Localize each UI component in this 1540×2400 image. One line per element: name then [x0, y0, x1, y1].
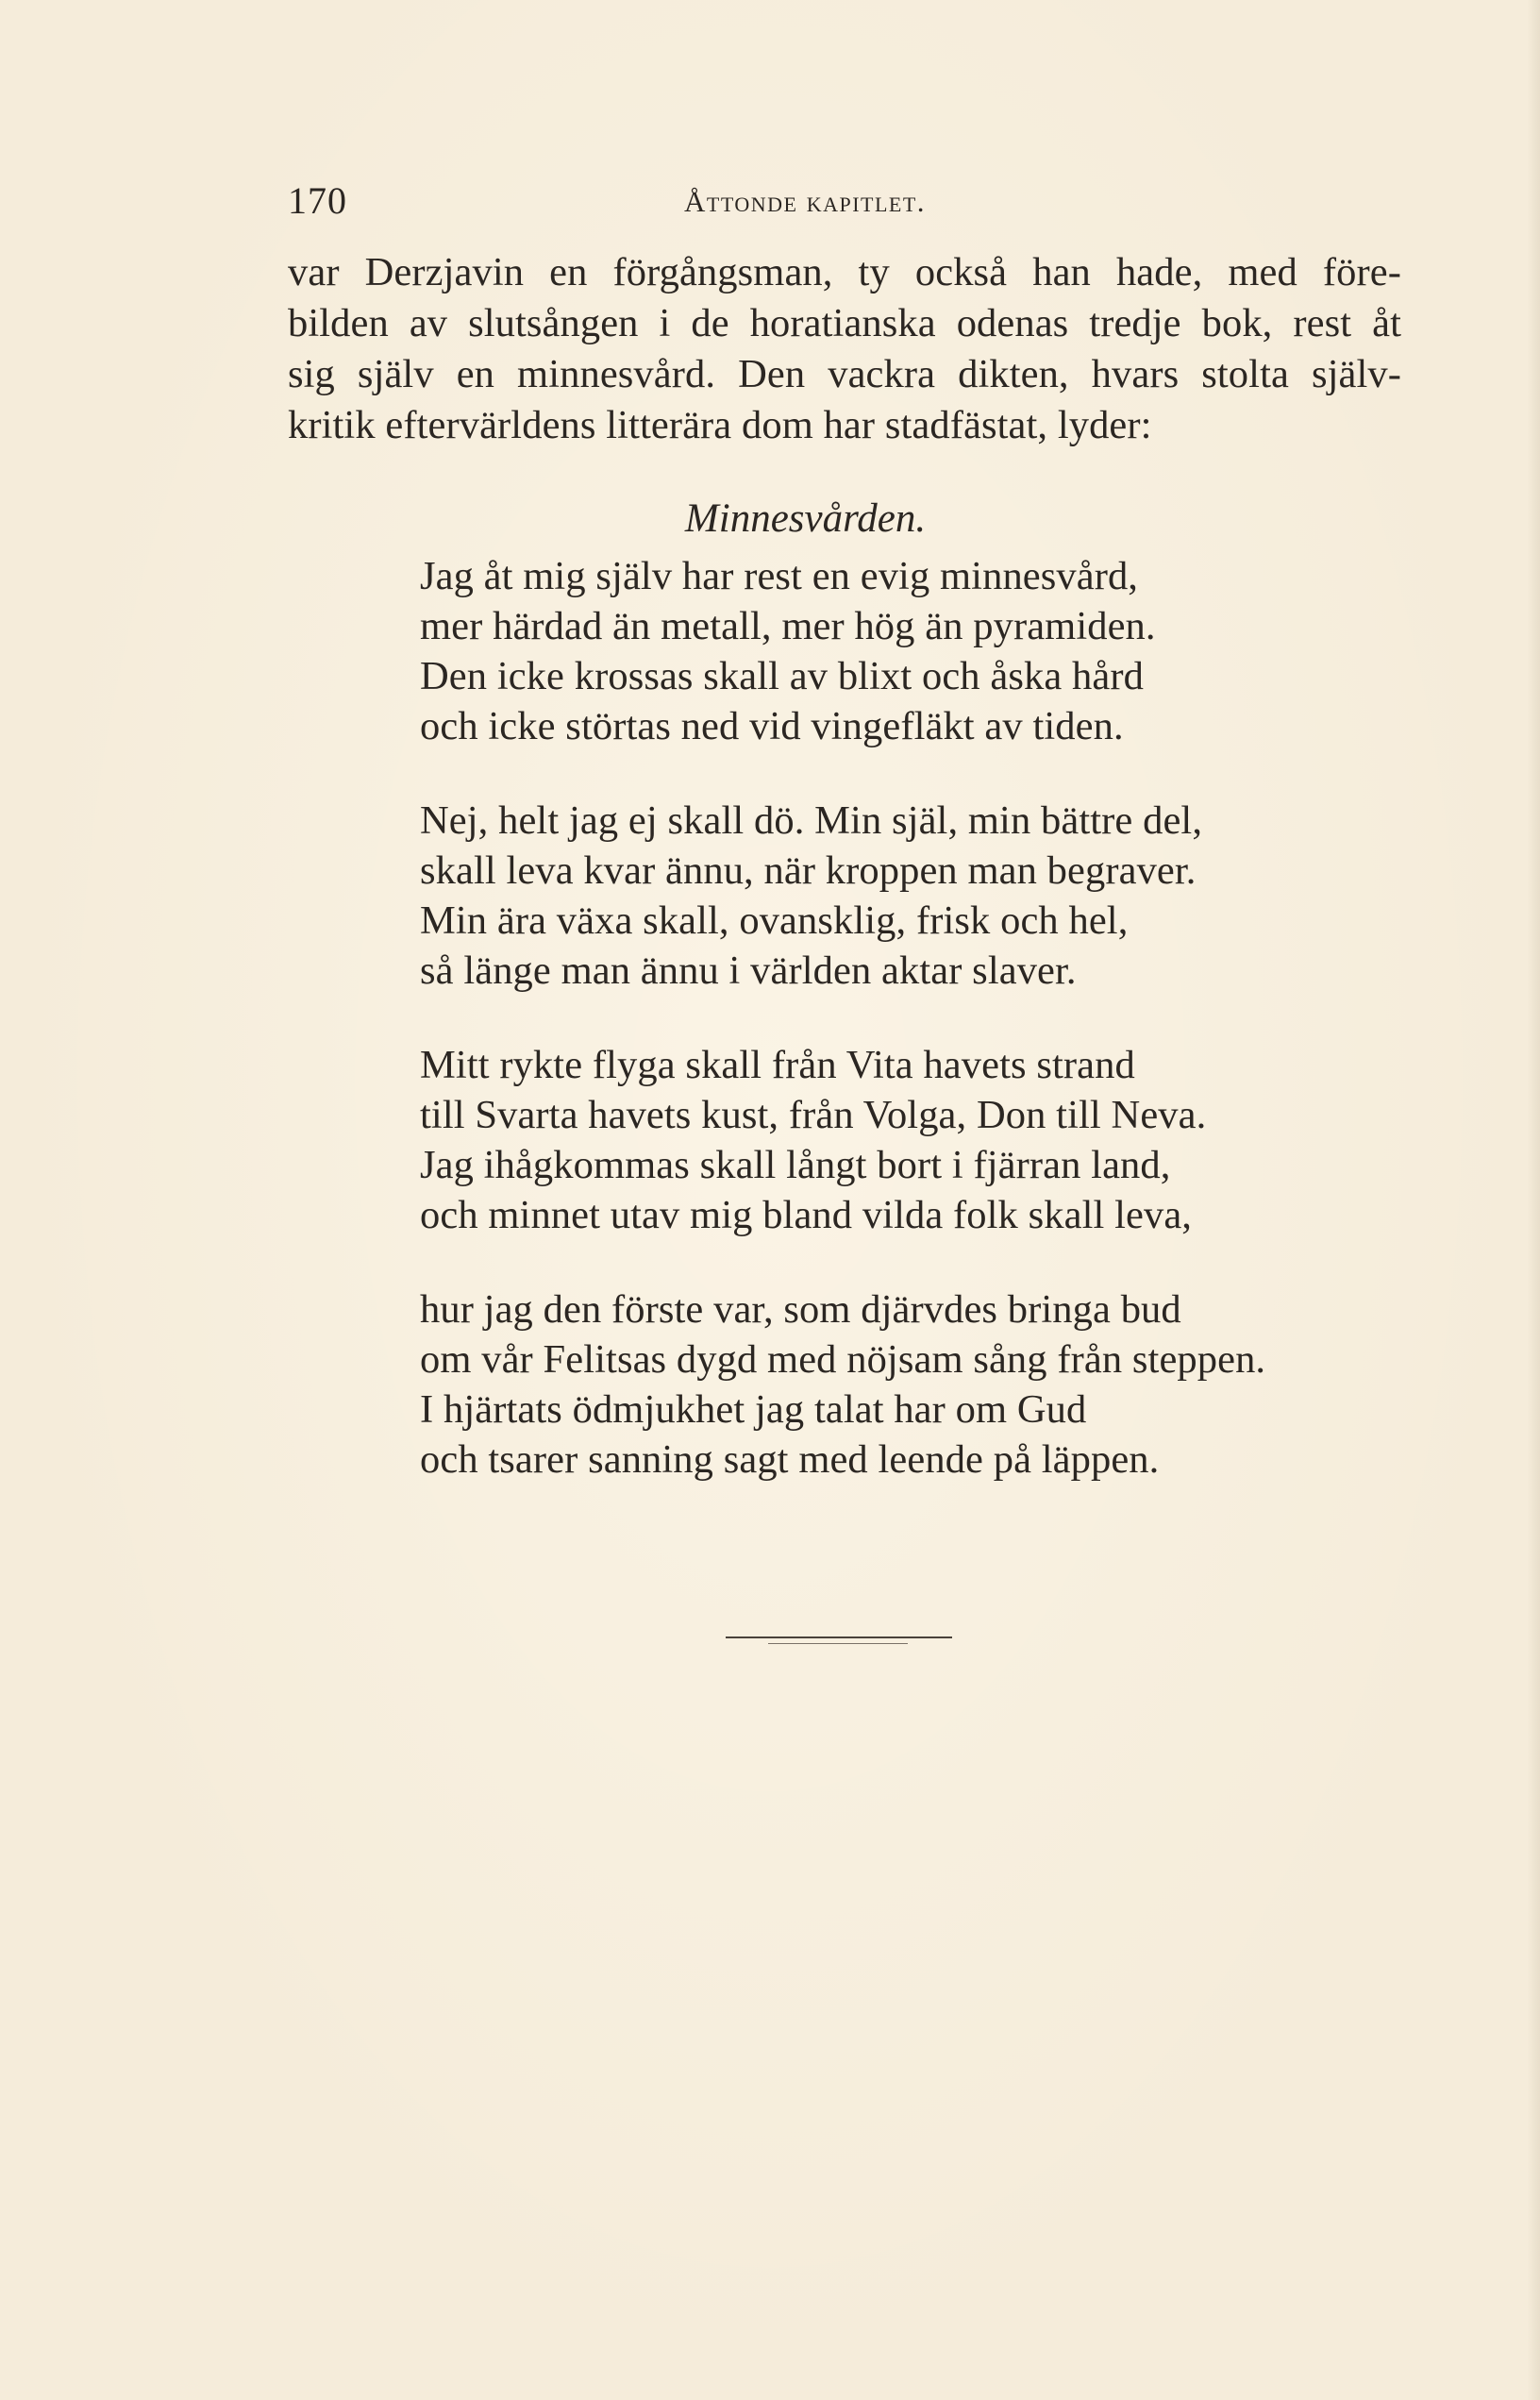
verse-line: skall leva kvar ännu, när kroppen man begraver. — [420, 848, 1197, 893]
prose-line: bilden av slutsången i de horatianska odenas tredje bok, rest åt — [288, 301, 1401, 345]
verse-line: så länge man ännu i världen aktar slaver. — [420, 948, 1077, 993]
verse-line: Den icke krossas skall av blixt och åska hård — [420, 654, 1144, 698]
page-edge-shadow — [1527, 0, 1540, 2400]
verse-line: till Svarta havets kust, från Volga, Don till Neva. — [420, 1093, 1207, 1137]
stanza — [420, 796, 1364, 996]
prose-paragraph — [288, 247, 1401, 451]
verse-line: Jag åt mig själv har rest en evig minnesvård, — [420, 554, 1139, 598]
divider-rule — [726, 1636, 952, 1638]
verse-line: om vår Felitsas dygd med nöjsam sång från steppen. — [420, 1337, 1266, 1382]
divider-rule — [768, 1643, 908, 1644]
prose-line: sig själv en minnesvård. Den vackra dikten, hvars stolta själv- — [288, 352, 1401, 396]
page-number: 170 — [288, 179, 347, 222]
verse-line: Nej, helt jag ej skall dö. Min själ, min bättre del, — [420, 798, 1203, 843]
verse-line: hur jag den förste var, som djärvdes bringa bud — [420, 1287, 1181, 1332]
prose-line: var Derzjavin en förgångsman, ty också han hade, med före- — [288, 250, 1401, 294]
verse-line: Mitt rykte flyga skall från Vita havets strand — [420, 1043, 1135, 1087]
stanza — [420, 1284, 1364, 1485]
end-divider — [726, 1636, 952, 1646]
poem-title: Minnesvården. — [684, 496, 927, 541]
running-head: Åttonde kapitlet. — [684, 185, 927, 218]
verse-line: och minnet utav mig bland vilda folk skall leva, — [420, 1193, 1193, 1237]
prose-line: kritik eftervärldens litterära dom har stadfästat, lyder: — [288, 403, 1152, 447]
verse-line: och icke störtas ned vid vingefläkt av tiden. — [420, 704, 1124, 748]
verse-line: mer härdad än metall, mer hög än pyramiden. — [420, 604, 1156, 648]
page-header — [288, 177, 1392, 225]
poem — [420, 551, 1364, 1529]
verse-line: I hjärtats ödmjukhet jag talat har om Gud — [420, 1387, 1087, 1432]
stanza — [420, 1040, 1364, 1240]
verse-line: Jag ihågkommas skall långt bort i fjärran land, — [420, 1143, 1171, 1187]
stanza — [420, 551, 1364, 751]
verse-line: Min ära växa skall, ovansklig, frisk och hel, — [420, 898, 1129, 943]
verse-line: och tsarer sanning sagt med leende på läppen. — [420, 1437, 1160, 1482]
